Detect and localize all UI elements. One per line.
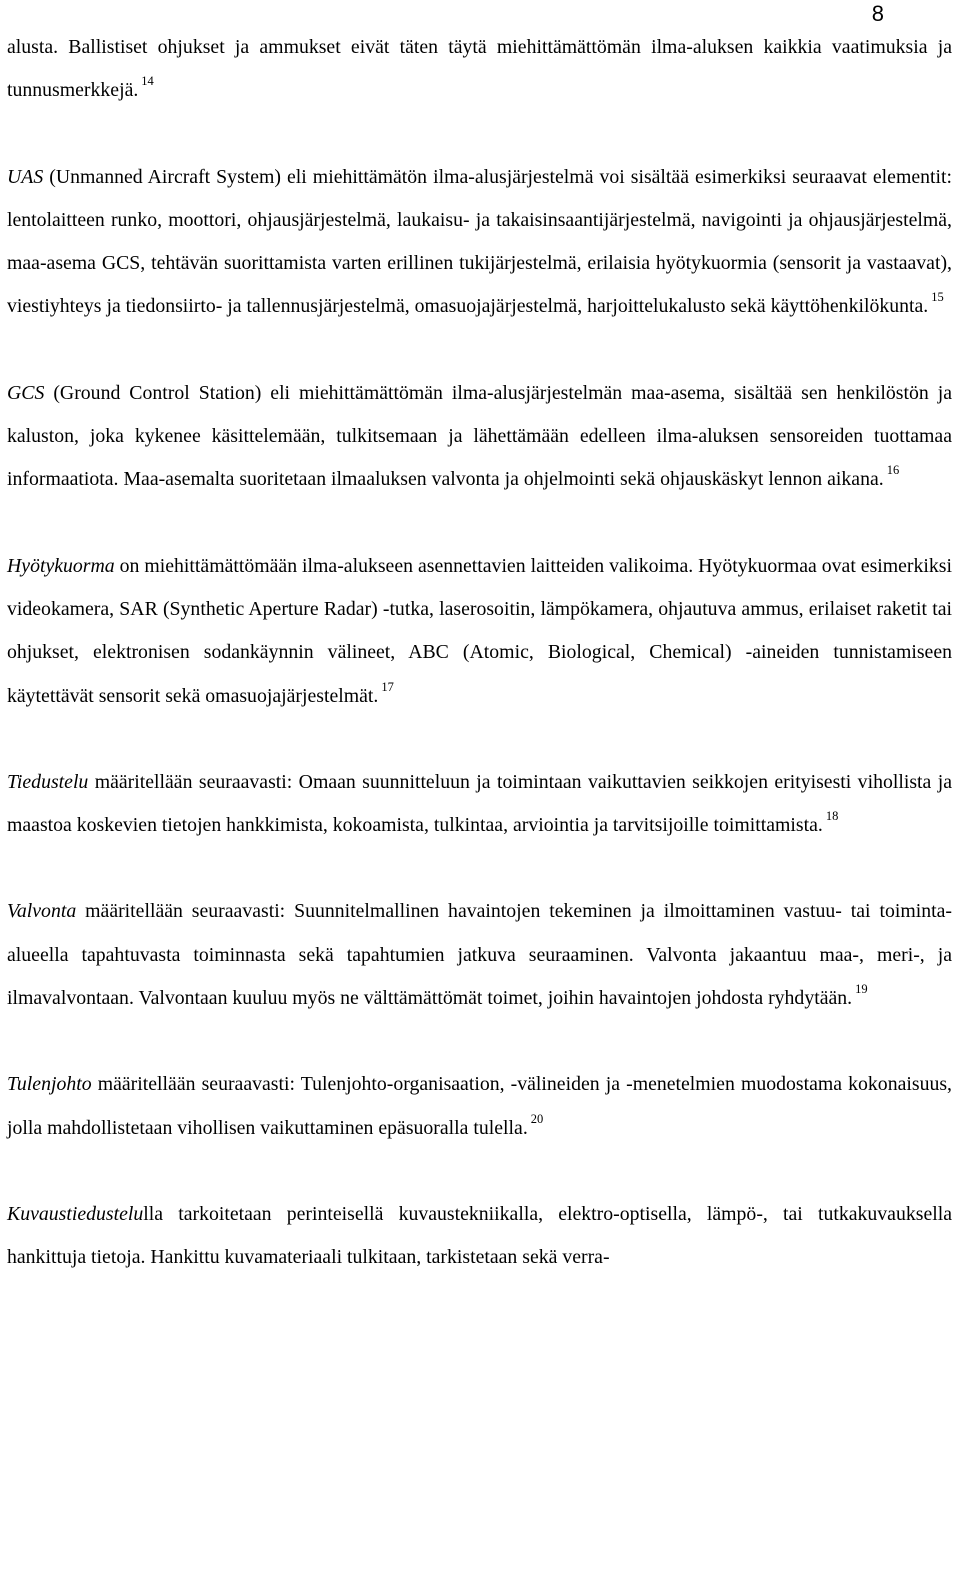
- footnote-marker: 20: [530, 1111, 544, 1126]
- paragraph-tiedustelu: [7, 761, 952, 848]
- footnote-marker: 17: [381, 679, 394, 694]
- paragraph-text: (Ground Control Station) eli miehittämättömän ilma-alusjärjestelmän maa-asema, sisältää sen henkilöstön ja kaluston, joka kykenee käsittelemään, tulkitsemaan ja lähettämään edelleen ilma-aluksen sensoreiden tuottamaa informaatiota. Maa-asemalta suoritetaan ilmaaluksen valvonta ja ohjelmointi sekä ohjauskäskyt lennon aikana.: [7, 381, 952, 491]
- term-uas: UAS: [7, 165, 44, 188]
- paragraph-text: on miehittämättömään ilma-alukseen asennettavien laitteiden valikoima. Hyötykuormaa ovat esimerkiksi videokamera, SAR (Synthetic Aperture Radar) -tutka, laserosoitin, lämpökamera, ohjautuva ammus, erilaiset raketit tai ohjukset, elektronisen sodankäynnin välineet, ABC (Atomic, Biological, Chemical) -aineiden tunnistamiseen käytettävät sensorit sekä omasuojajärjestelmät.: [7, 554, 952, 707]
- paragraph-text: (Unmanned Aircraft System) eli miehittämätön ilma-alusjärjestelmä voi sisältää esimerkiksi seuraavat elementit: lentolaitteen runko, moottori, ohjausjärjestelmä, laukaisu- ja takaisinsaantijärjestelmä, navigointi ja ohjausjärjestelmä, maa-asema GCS, tehtävän suorittamista varten erillinen tukijärjestelmä, erilaisia hyötykuormia (sensorit ja vastaavat), viestiyhteys ja tiedonsiirto- ja tallennusjärjestelmä, omasuojajärjestelmä, harjoittelukalusto sekä käyttöhenkilökunta.: [7, 165, 952, 318]
- paragraph-text: määritellään seuraavasti: Omaan suunnitteluun ja toimintaan vaikuttavien seikkojen erityisesti vihollista ja maastoa koskevien tietojen hankkimista, kokoamista, tulkintaa, arviointia ja tarvitsijoille toimittamista.: [7, 770, 952, 837]
- term-kuvaustiedustelu: Kuvaustiedustelu: [7, 1202, 144, 1225]
- term-gcs: GCS: [7, 381, 45, 404]
- paragraph-gcs: [7, 372, 952, 502]
- term-tulenjohto: Tulenjohto: [7, 1073, 92, 1096]
- term-tiedustelu: Tiedustelu: [7, 770, 89, 793]
- paragraph-text: määritellään seuraavasti: Suunnitelmallinen havaintojen tekeminen ja ilmoittaminen vastuu- tai toiminta-alueella tapahtuvasta toiminnasta sekä tapahtumien jatkuva seuraaminen. Valvonta jakaantuu maa-, meri-, ja ilmavalvontaan. Valvontaan kuuluu myös ne välttämättömät toimet, joihin havaintojen johdosta ryhdytään.: [7, 900, 952, 1010]
- paragraph-text: määritellään seuraavasti: Tulenjohto-organisaation, -välineiden ja -menetelmien muodostama kokonaisuus, jolla mahdollistetaan vihollisen vaikuttaminen epäsuoralla tulella.: [7, 1073, 952, 1139]
- footnote-marker: 15: [931, 290, 944, 305]
- page-number: 8: [871, 1, 884, 26]
- term-hyotykuorma: Hyötykuorma: [7, 554, 115, 577]
- paragraph-valvonta: [7, 890, 952, 1020]
- paragraph-hyotykuorma: [7, 545, 952, 718]
- term-valvonta: Valvonta: [7, 900, 77, 923]
- footnote-marker: 19: [855, 982, 868, 997]
- paragraph-text: lla tarkoitetaan perinteisellä kuvaustekniikalla, elektro-optisella, lämpö-, tai tutkakuvauksella hankittuja tietoja. Hankittu kuvamateriaali tulkitaan, tarkistetaan sekä verra-: [7, 1202, 952, 1269]
- paragraph-text: alusta. Ballistiset ohjukset ja ammukset eivät täten täytä miehittämättömän ilma-aluksen kaikkia vaatimuksia ja tunnusmerkkejä.: [7, 36, 952, 102]
- paragraph-continuation: [7, 26, 952, 113]
- paragraph-uas: [7, 156, 952, 329]
- footnote-marker: 18: [825, 809, 839, 824]
- document-body: [7, 26, 952, 1280]
- paragraph-tulenjohto: [7, 1063, 952, 1150]
- paragraph-kuvaustiedustelu: [7, 1193, 952, 1280]
- footnote-marker: 16: [886, 463, 900, 478]
- footnote-marker: 14: [141, 74, 154, 89]
